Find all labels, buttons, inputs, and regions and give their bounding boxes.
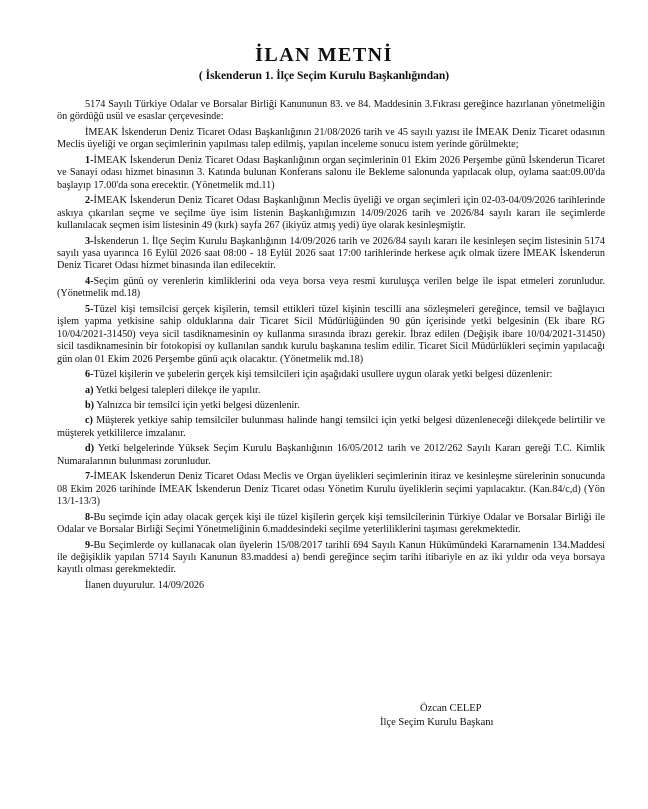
paragraph-text: 5174 Sayılı Türkiye Odalar ve Borsalar Birliği Kanununun 83. ve 84. Maddesinin 3.Fıkrası gereğince hazırlanan yönetmeliğin ön gördüğü usül ve esaslar çerçevesinde: <box>57 99 605 123</box>
paragraph-text: İMEAK İskenderun Deniz Ticaret Odası Meclis ve Organ üyelikleri seçimlerinin itiraz ve kesinleşme sürelerinin sonucunda 08 Ekim 2026 tarihinde İMEAK İskenderun Deniz Ticaret odası Yönetim Kurulu üyeliklerin seçimi yapılacaktır. (Kan.84/c,d) (Yön 13/1-13/3) <box>57 471 605 508</box>
sub-item-number: d) <box>85 443 95 455</box>
paragraph-number: 8- <box>85 511 94 523</box>
paragraph-number: 3- <box>85 235 94 247</box>
paragraph-text: Tüzel kişilerin ve şubelerin gerçek kişi temsilcileri için aşağıdaki usullere uygun olarak yetki belgesi düzenlenir: <box>93 369 553 381</box>
paragraph-text: Tüzel kişi temsilcisi gerçek kişilerin, temsil ettikleri tüzel kişinin tescilli ana sözleşmeleri gereğince, temsil ve bağlayıcı işlem yapma yetkisine sahip olduklarına dair Ticaret Sicil Müdürlüğünden 90 gün içerisinde yetki belgesinin (Ek ibare RG 10/04/2021-31450) veya sicil tasdiknamesinin oy kullanma sırasında ibrazı gerekir. İbraz edilen (Değişik ibare 10/04/2021-31450) sicil tasdiknamesinin bir fotokopisi oy kullanılan sandık kurulu başkanına teslim edilir. Ticaret Sicil Müdürlükleri seçimin yapılacağı gün olan 01 Ekim 2026 Perşembe günü açık olacaktır. (Yönetmelik md.18) <box>57 303 605 365</box>
document-body <box>57 99 605 595</box>
paragraph-text: İMEAK İskenderun Deniz Ticaret Odası Başkanlığının Meclis üyeliği ve organ seçimleri için 02-03-04/09/2026 tarihlerinde askıya çıkarılan seçme ve seçilme üye isim listenin Başkanlığımızın 14/09/2026 tarih ve 2026/84 sayılı kararı ile seçimlerde kullanılacak seçmen isim listesinin 49 (kırk) sayfa 267 (ikiyüz atmış yedi) üye olarak kesinleşmiştir. <box>57 195 605 232</box>
sub-item-text: Müşterek yetkiye sahip temsilciler bulunması halinde hangi temsilci için yetki belgesi düzenleneceği dilekçede belirtilir ve müşterek yetkililerce imzalanır. <box>57 415 606 439</box>
paragraph-8 <box>57 512 605 537</box>
paragraph-number: 7- <box>85 471 94 483</box>
paragraph-9 <box>57 540 605 577</box>
sub-item-d <box>57 443 605 468</box>
paragraph-2 <box>57 195 605 232</box>
paragraph-3 <box>57 236 605 273</box>
signatory-title: İlçe Seçim Kurulu Başkanı <box>380 717 494 728</box>
paragraph-intro <box>57 99 605 124</box>
paragraph-request <box>57 127 605 152</box>
sub-item-number: b) <box>85 399 95 411</box>
document-title: İLAN METNİ <box>255 44 393 66</box>
paragraph-number: 1- <box>85 154 94 166</box>
paragraph-text: Bu Seçimlerde oy kullanacak olan üyelerin 15/08/2017 tarihli 694 Sayılı Kanun Hükümündeki Kararnamenin 134.Maddesi ile değişiklik yapılan 5714 Sayılı Kanunun 83.maddesi a) bendi gereğince seçim tarihi itibariyle en az iki yıldır oda veya borsaya kayıtlı olması gerekmektedir. <box>57 539 605 576</box>
paragraph-text: İskenderun 1. İlçe Seçim Kurulu Başkanlığının 14/09/2026 tarih ve 2026/84 sayılı kararı ile kesinleşen seçim listesinin 5174 sayılı yasa uyarınca 16 Eylül 2026 saat 08:00 - 18 Eylül 2026 saat 17:00 tarihlerinde herkese açık olmak üzere İMEAK İskenderun Deniz Ticaret Odası hizmet binasında ilan edilecektir. <box>57 235 605 272</box>
signature-block <box>380 702 600 730</box>
paragraph-number: 2- <box>85 195 94 207</box>
paragraph-6 <box>57 369 605 381</box>
sub-item-b <box>57 400 605 412</box>
document-subtitle: ( İskenderun 1. İlçe Seçim Kurulu Başkanlığından) <box>198 70 450 82</box>
sub-item-text: Yetki belgesi talepleri dilekçe ile yapılır. <box>95 384 261 396</box>
paragraph-1 <box>57 155 605 192</box>
sub-item-text: Yetki belgelerinde Yüksek Seçim Kurulu Başkanlığının 16/05/2012 tarih ve 2012/262 Sayılı Kararı gereği T.C. Kimlik Numaralarının bulunması zorunludur. <box>57 443 605 467</box>
signatory-name: Özcan CELEP <box>420 703 482 714</box>
paragraph-7 <box>57 471 605 508</box>
paragraph-number: 5- <box>85 303 94 315</box>
paragraph-text: Bu seçimde için aday olacak gerçek kişi ile tüzel kişilerin gerçek kişi temsilcilerinin Türkiye Odalar ve Borsalar Birliği ile Odalar ve Borsalar Birliği Seçimi Yönetmeliğinin 6.maddesindeki seçilme yeterliliklerini taşıması gerekmektedir. <box>57 511 605 536</box>
sub-item-number: c) <box>85 415 93 427</box>
paragraph-text: İMEAK İskenderun Deniz Ticaret Odası Başkanlığının organ seçimlerinin 01 Ekim 2026 Perşembe günü İskenderun Ticaret ve Sanayi odası hizmet binasının 3. Katında bulunan Konferans salonu ile Bekleme salonunda yapılacak olup, oylama saat:09.00'da başlayıp 17.00'da sona erecektir. (Yönetmelik md.11) <box>57 154 605 191</box>
sub-item-c <box>57 415 605 440</box>
sub-item-a <box>57 385 605 397</box>
closing-line: İlanen duyurulur. 14/09/2026 <box>85 579 205 591</box>
sub-item-text: Yalnızca bir temsilci için yetki belgesi düzenlenir. <box>96 399 300 411</box>
sub-item-number: a) <box>85 384 94 396</box>
paragraph-number: 9- <box>85 539 94 551</box>
paragraph-text: İMEAK İskenderun Deniz Ticaret Odası Başkanlığının 21/08/2026 tarih ve 45 sayılı yazısı ile İMEAK Deniz Ticaret odasının Meclis üyeliği ve organ seçimlerinin yapılması talep edilmiş, yapılan inceleme sonucu istem yerinde görülmekte; <box>57 126 605 151</box>
paragraph-5 <box>57 304 605 366</box>
paragraph-text: Seçim günü oy verenlerin kimliklerini oda veya borsa veya resmi kuruluşça verilen belge ile ispat etmeleri zorunludur. (Yönetmelik md.18) <box>57 275 605 300</box>
paragraph-number: 6- <box>85 369 94 381</box>
paragraph-number: 4- <box>85 275 94 287</box>
paragraph-4 <box>57 276 605 301</box>
